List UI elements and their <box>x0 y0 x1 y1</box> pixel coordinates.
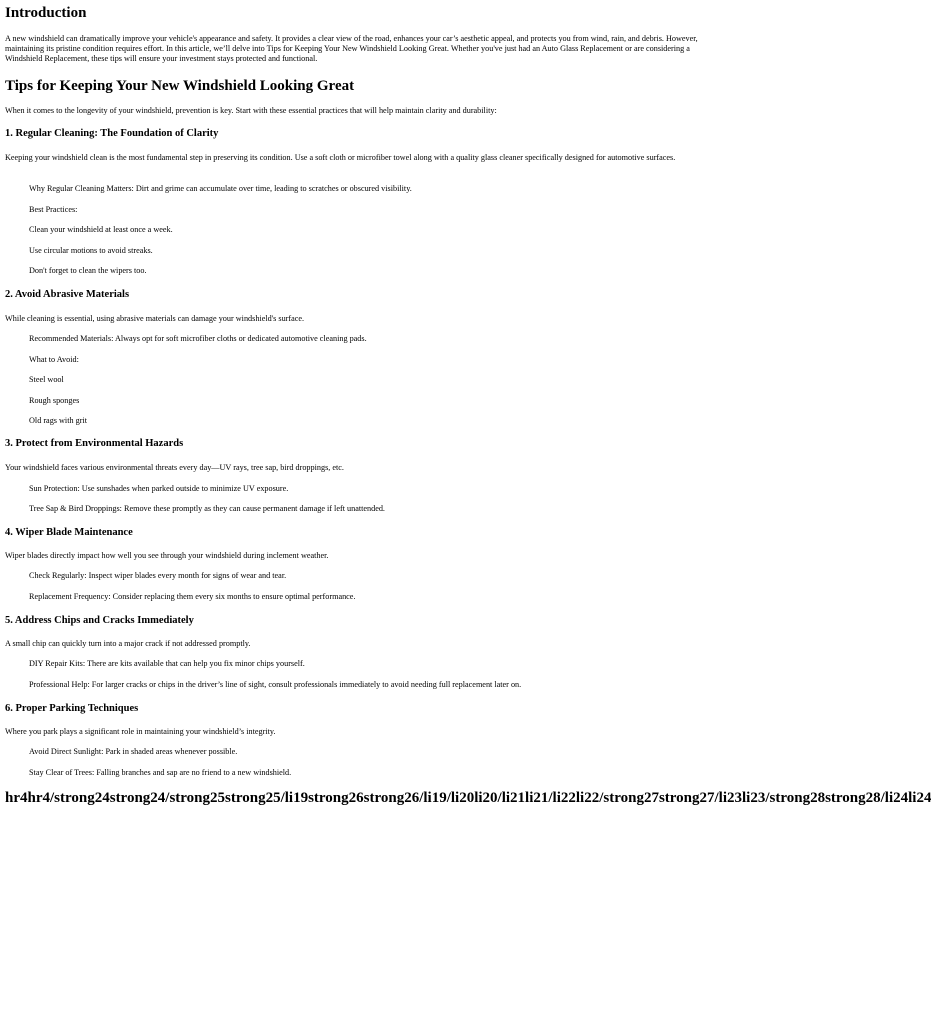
section-3-heading: 3. Protect from Environmental Hazards <box>5 438 184 449</box>
section-4-item: Replacement Frequency: Consider replacing them every six months to ensure optimal performance. <box>29 592 356 601</box>
section-4-paragraph: Wiper blades directly impact how well you see through your windshield during inclement weather. <box>5 551 329 560</box>
main-paragraph: When it comes to the longevity of your windshield, prevention is key. Start with these essential practices that will help maintain clarity and durability: <box>5 106 497 115</box>
section-6-item: Avoid Direct Sunlight: Park in shaded areas whenever possible. <box>29 747 238 756</box>
section-4-item: Check Regularly: Inspect wiper blades every month for signs of wear and tear. <box>29 571 287 580</box>
section-1-heading: 1. Regular Cleaning: The Foundation of Clarity <box>5 128 219 139</box>
section-3-item: Sun Protection: Use sunshades when parked outside to minimize UV exposure. <box>29 484 289 493</box>
section-5-item: DIY Repair Kits: There are kits available that can help you fix minor chips yourself. <box>29 659 305 668</box>
section-2-item: Old rags with grit <box>29 416 87 425</box>
section-3-paragraph: Your windshield faces various environmental threats every day—UV rays, tree sap, bird droppings, etc. <box>5 463 344 472</box>
section-1-item: Clean your windshield at least once a week. <box>29 225 173 234</box>
intro-heading: Introduction <box>5 5 87 21</box>
section-6-heading: 6. Proper Parking Techniques <box>5 703 139 714</box>
section-3-item: Tree Sap & Bird Droppings: Remove these promptly as they can cause permanent damage if left unattended. <box>29 504 385 513</box>
section-2-heading: 2. Avoid Abrasive Materials <box>5 289 130 300</box>
section-2-item: Steel wool <box>29 375 64 384</box>
intro-paragraph: A new windshield can dramatically improve your vehicle's appearance and safety. It provides a clear view of the road, enhances your car’s aesthetic appeal, and protects you from wind, rain, and debris. However, maintaining its pristine condition requires effort. In this article, we’ll delve into Tips for Keeping Your New Windshield Looking Great. Whether you've just had an Auto Glass Replacement or are considering a Windshield Replacement, these tips will ensure your investment stays protected and functional. <box>5 34 698 63</box>
section-1-item: Best Practices: <box>29 205 78 214</box>
section-2-paragraph: While cleaning is essential, using abrasive materials can damage your windshield's surface. <box>5 314 305 323</box>
section-2-item: Rough sponges <box>29 396 80 405</box>
section-2-item: Recommended Materials: Always opt for soft microfiber cloths or dedicated automotive cleaning pads. <box>29 334 367 343</box>
section-1-item: Don't forget to clean the wipers too. <box>29 266 147 275</box>
section-2-item: What to Avoid: <box>29 355 79 364</box>
section-6-item: Stay Clear of Trees: Falling branches and sap are no friend to a new windshield. <box>29 768 292 777</box>
section-4-heading: 4. Wiper Blade Maintenance <box>5 527 133 538</box>
section-5-paragraph: A small chip can quickly turn into a major crack if not addressed promptly. <box>5 639 251 648</box>
section-1-item: Use circular motions to avoid streaks. <box>29 246 153 255</box>
broken-markup-heading: hr4hr4/strong24strong24/strong25strong25/li19strong26strong26/li19/li20li20/li21li21/li22li22/strong27strong27/li23li23/strong28strong28/li24li24 <box>5 790 931 806</box>
section-1-item: Why Regular Cleaning Matters: Dirt and grime can accumulate over time, leading to scratches or obscured visibility. <box>29 184 412 193</box>
main-heading: Tips for Keeping Your New Windshield Looking Great <box>5 78 355 94</box>
section-6-paragraph: Where you park plays a significant role in maintaining your windshield’s integrity. <box>5 727 276 736</box>
section-1-paragraph: Keeping your windshield clean is the most fundamental step in preserving its condition. Use a soft cloth or microfiber towel along with a quality glass cleaner specifically designed for automotive surfaces. <box>5 153 676 162</box>
section-5-item: Professional Help: For larger cracks or chips in the driver’s line of sight, consult professionals immediately to avoid needing full replacement later on. <box>29 680 522 689</box>
section-5-heading: 5. Address Chips and Cracks Immediately <box>5 615 194 626</box>
